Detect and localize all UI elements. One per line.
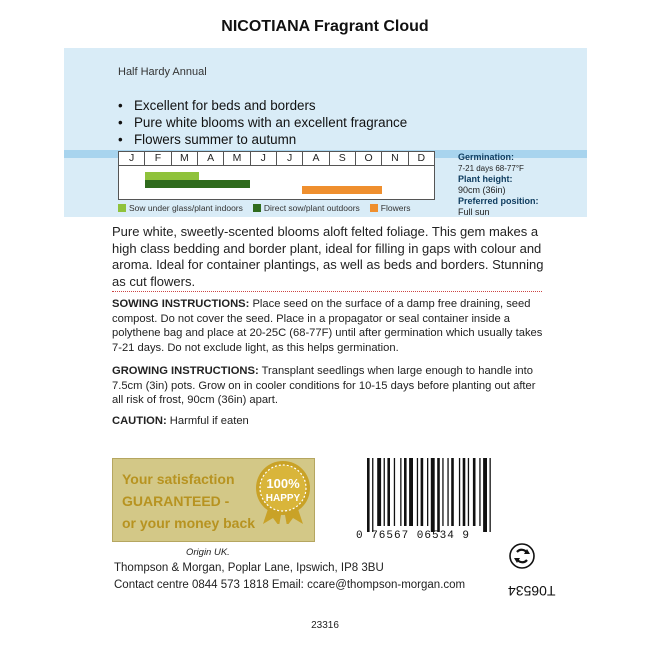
barcode-bar bbox=[404, 458, 407, 526]
germination-value: 7-21 days 68-77°F bbox=[458, 164, 524, 173]
month-label: F bbox=[145, 152, 171, 165]
product-description: Pure white, sweetly-scented blooms aloft felted foliage. This gem makes a high class bedding and border plant, ideal for filling in gaps with colour and aroma. Ideal for container plantings, as well as beds and borders. Stunning as cut flowers. bbox=[112, 224, 544, 289]
month-label: J bbox=[251, 152, 277, 165]
caution-note bbox=[112, 414, 544, 429]
barcode-bar bbox=[421, 458, 424, 526]
month-row bbox=[119, 152, 434, 166]
month-label: A bbox=[303, 152, 329, 165]
barcode-bar bbox=[451, 458, 454, 526]
feature-item: • Pure white blooms with an excellent fragrance bbox=[118, 114, 407, 131]
barcode-bar bbox=[417, 458, 418, 526]
month-label: J bbox=[277, 152, 303, 165]
legend-item bbox=[253, 203, 360, 213]
legend-label: Direct sow/plant outdoors bbox=[263, 203, 360, 213]
position-value: Full sun bbox=[458, 207, 490, 217]
month-label: A bbox=[198, 152, 224, 165]
guarantee-text bbox=[122, 468, 255, 534]
barcode-bar bbox=[483, 458, 487, 532]
barcode-bar bbox=[387, 458, 390, 526]
plant-type: Half Hardy Annual bbox=[118, 66, 207, 78]
month-label: M bbox=[172, 152, 198, 165]
barcode-bar bbox=[384, 458, 385, 526]
growing-info bbox=[458, 152, 586, 218]
month-label: N bbox=[382, 152, 408, 165]
product-title: NICOTIANA Fragrant Cloud bbox=[221, 18, 429, 35]
sowing-text: Place seed on the surface of a damp free draining, seed compost. Do not cover the seed. Place in a propagator or seal container inside a polythene bag and place at 20-25C (68-77F) until after germination which usually takes 7-21 days. Do not exclude light, as this helps germination. bbox=[112, 298, 543, 354]
legend-label: Sow under glass/plant indoors bbox=[129, 203, 243, 213]
barcode-bar bbox=[409, 458, 413, 526]
recycle-icon bbox=[509, 543, 535, 569]
product-code: T06534 bbox=[508, 583, 556, 599]
origin-text: Origin UK. bbox=[186, 547, 230, 558]
feature-item: • Excellent for beds and borders bbox=[118, 97, 407, 114]
contact-line: Contact centre 0844 573 1818 Email: ccare@thompson-morgan.com bbox=[114, 579, 466, 591]
legend-swatch bbox=[253, 204, 261, 212]
growing-text: Transplant seedlings when large enough to handle into 7.5cm (3in) pots. Grow on in cooler conditions for 10-15 days before planting out after all risk of frost, 90cm (36in) apart. bbox=[112, 365, 536, 406]
caution-heading: CAUTION: bbox=[112, 415, 167, 427]
barcode-bar bbox=[437, 458, 440, 532]
height-value: 90cm (36in) bbox=[458, 185, 506, 195]
sowing-calendar bbox=[118, 151, 435, 200]
calendar-legend bbox=[118, 203, 421, 213]
address-line: Thompson & Morgan, Poplar Lane, Ipswich, IP8 3BU bbox=[114, 562, 384, 574]
sow-glass-bar bbox=[145, 172, 199, 180]
month-label: S bbox=[330, 152, 356, 165]
barcode-bar bbox=[468, 458, 469, 526]
barcode-number: 0 76567 06534 9 bbox=[356, 530, 471, 542]
footer-number: 23316 bbox=[311, 620, 339, 631]
legend-item bbox=[118, 203, 243, 213]
barcode bbox=[361, 458, 521, 536]
position-label: Preferred position: bbox=[458, 196, 539, 206]
month-label: O bbox=[356, 152, 382, 165]
barcode-bar bbox=[427, 458, 428, 526]
barcode-bar bbox=[394, 458, 395, 526]
germination-label: Germination: bbox=[458, 152, 515, 162]
barcode-bar bbox=[463, 458, 466, 526]
seal-happy: HAPPY bbox=[265, 493, 301, 504]
caution-text: Harmful if eaten bbox=[169, 415, 249, 427]
divider bbox=[112, 291, 542, 292]
legend-label: Flowers bbox=[380, 203, 411, 213]
seal-percent: 100% bbox=[266, 476, 300, 491]
barcode-bar bbox=[479, 458, 480, 526]
barcode-bar bbox=[490, 458, 491, 532]
month-label: J bbox=[119, 152, 145, 165]
flowering-bar bbox=[302, 186, 382, 194]
happy-seal-icon bbox=[251, 460, 315, 524]
barcode-bar bbox=[442, 458, 443, 526]
sow-outdoors-bar bbox=[145, 180, 250, 188]
height-label: Plant height: bbox=[458, 174, 513, 184]
barcode-bar bbox=[473, 458, 476, 526]
guarantee-line: or your money back bbox=[122, 515, 256, 531]
legend-item bbox=[370, 203, 411, 213]
company-address bbox=[114, 560, 465, 594]
barcode-bar bbox=[377, 458, 381, 526]
barcode-bar bbox=[372, 458, 373, 532]
barcode-bar bbox=[367, 458, 370, 532]
guarantee-badge bbox=[112, 458, 315, 542]
month-label: D bbox=[417, 152, 426, 164]
barcode-bar bbox=[400, 458, 401, 526]
month-label: M bbox=[224, 152, 250, 165]
barcode-bar bbox=[431, 458, 435, 532]
sowing-heading: SOWING INSTRUCTIONS: bbox=[112, 298, 250, 310]
sowing-instructions bbox=[112, 297, 544, 355]
guarantee-line: GUARANTEED - bbox=[122, 493, 230, 509]
feature-item: • Flowers summer to autumn bbox=[118, 131, 407, 148]
growing-instructions bbox=[112, 364, 544, 408]
growing-heading: GROWING INSTRUCTIONS: bbox=[112, 365, 259, 377]
guarantee-line: Your satisfaction bbox=[122, 471, 235, 487]
barcode-bar bbox=[447, 458, 448, 526]
legend-swatch bbox=[118, 204, 126, 212]
feature-list bbox=[118, 97, 407, 148]
legend-swatch bbox=[370, 204, 378, 212]
barcode-bar bbox=[459, 458, 460, 526]
